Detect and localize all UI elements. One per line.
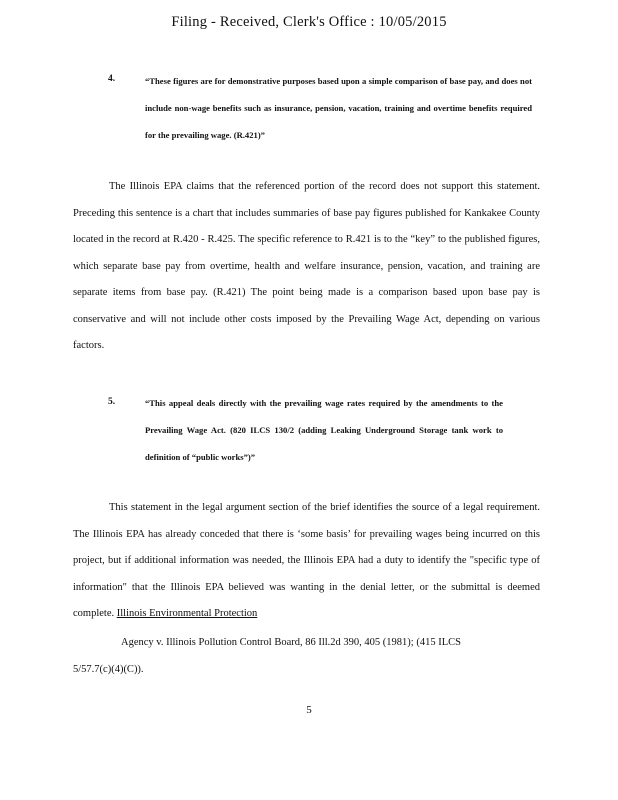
page-number: 5 [306,704,312,716]
quoted-statement-5: “This appeal deals directly with the prevailing wage rates required by the amendments to the Prevailing Wage Act. (820 ILCS 130/2 (adding Leaking Underground Storage tank work to definition of “public works”)” [145,398,503,462]
item-number-4: 4. [108,74,116,84]
quoted-statement-4: “These figures are for demonstrative purposes based upon a simple comparison of base pay, and does not include non-wage benefits such as insurance, pension, vacation, training and overtime benefits required for the prevailing wage. (R.421)” [145,76,532,140]
filing-header: Filing - Received, Clerk's Office : 10/05/2015 [171,14,447,30]
response-paragraph-1 [73,174,540,360]
item-number-5: 5. [108,397,116,407]
response-paragraph-2 [73,495,540,628]
citation-end: 5/57.7(c)(4)(C)). [73,664,144,675]
response-paragraph-2-text: This statement in the legal argument section of the brief identifies the source of a legal requirement. The Illinois EPA has already conceded that there is ‘some basis’ for prevailing wages being incurred on this project, but if additional information was needed, the Illinois EPA had a duty to identify the "specific type of information" that the Illinois EPA believed was wanting in the denial letter, or the submittal is deemed complete. [73,502,540,619]
response-paragraph-1-text: The Illinois EPA claims that the referenced portion of the record does not support this statement. Preceding this sentence is a chart that includes summaries of base pay figures published for Kankakee County located in the record at R.420 - R.425. The specific reference to R.421 is to the “key” to the published figures, which separate base pay from overtime, health and welfare insurance, pension, vacation, and training are separate items from base pay. (R.421) The point being made is a comparison based upon base pay is conservative and will not include other costs imposed by the Prevailing Wage Act, depending on various factors. [73,181,540,351]
case-name: Illinois Environmental Protection [116,608,258,619]
citation-line: Agency v. Illinois Pollution Control Board, 86 Ill.2d 390, 405 (1981); (415 ILCS [121,637,461,648]
